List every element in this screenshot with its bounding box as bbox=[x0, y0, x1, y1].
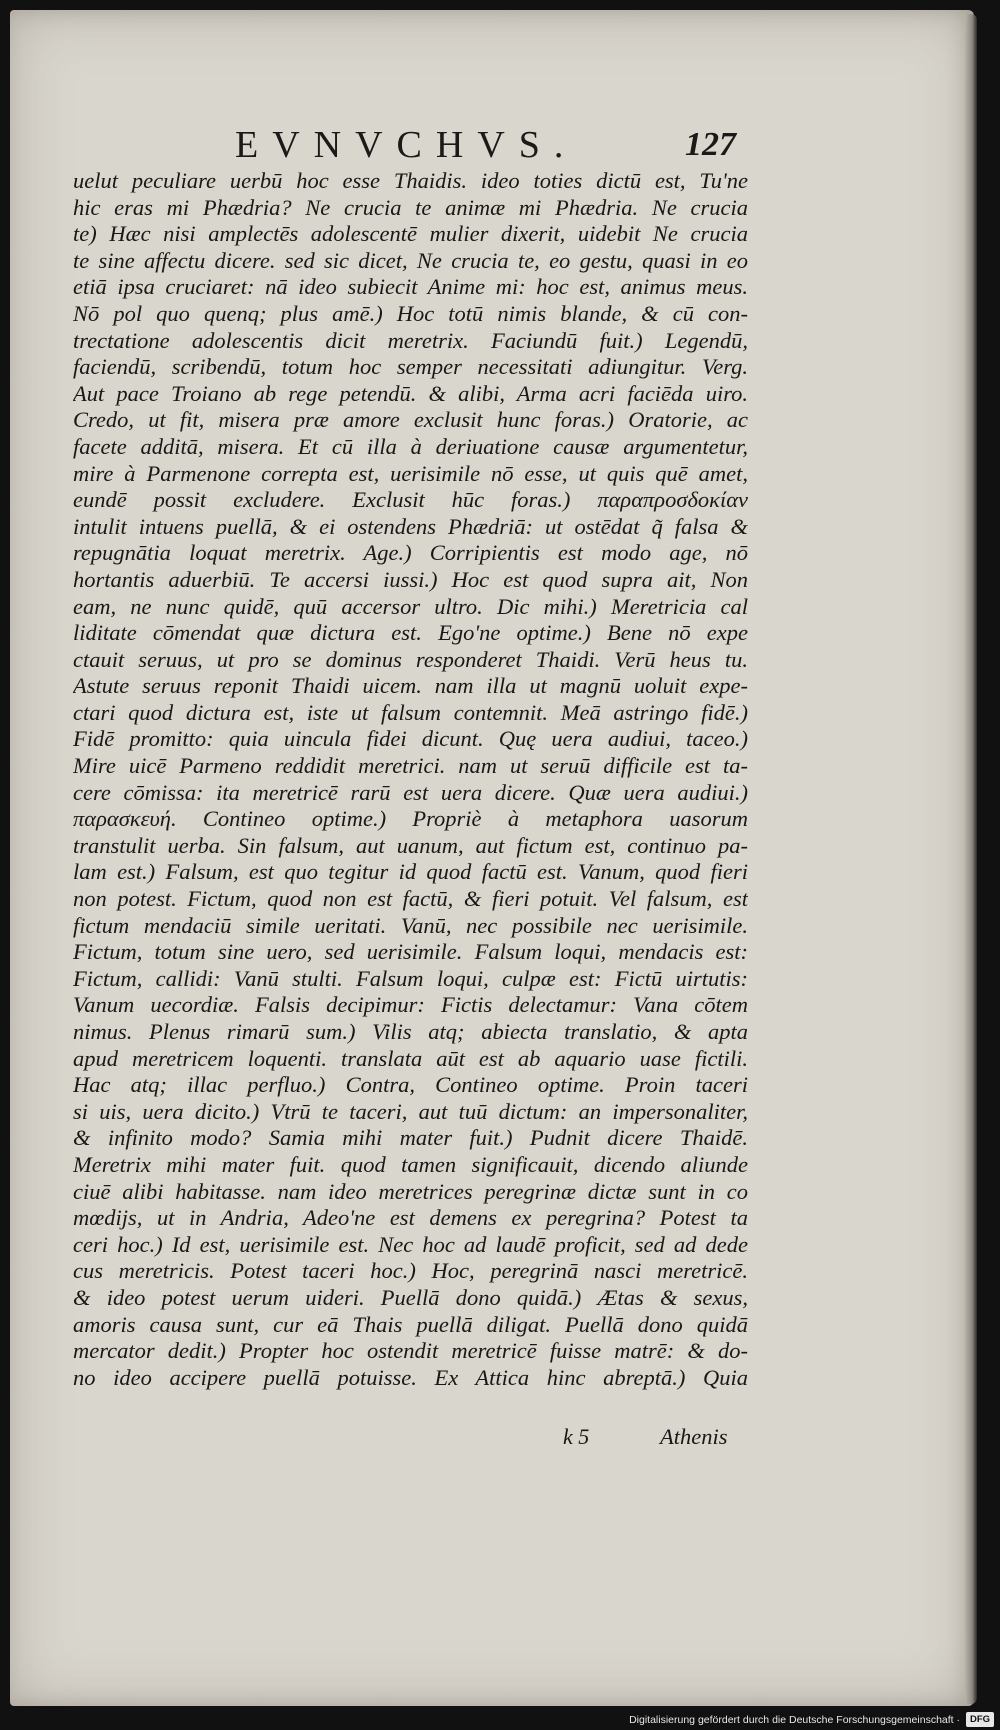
credit-bar bbox=[0, 1710, 1000, 1730]
text-line: cus meretricis. Potest taceri hoc.) Hoc, peregrinā nasci meretricē. bbox=[73, 1258, 748, 1284]
text-line: Nō pol quo quenq; plus amē.) Hoc totū nimis blande, & cū con- bbox=[73, 300, 748, 326]
text-line: & ideo potest uerum uideri. Puellā dono quidā.) Ætas & sexus, bbox=[73, 1284, 748, 1310]
text-line: apud meretricem loquenti. translata aūt est ab aquario uase fictili. bbox=[73, 1045, 748, 1071]
text-line: intulit intuens puellā, & ei ostendens Phædriā: ut ostēdat q̃ falsa & bbox=[73, 513, 748, 539]
dfg-logo: DFG bbox=[966, 1712, 994, 1727]
text-line: & infinito modo? Samia mihi mater fuit.) Pudnit dicere Thaidē. bbox=[73, 1125, 748, 1151]
book-page bbox=[10, 10, 974, 1706]
text-line: hortantis aduerbiū. Te accersi iussi.) Hoc est quod supra ait, Non bbox=[73, 566, 748, 592]
text-line: ctari quod dictura est, iste ut falsum contemnit. Meā astringo fidē.) bbox=[73, 699, 748, 725]
text-line: ciuē alibi habitasse. nam ideo meretrices peregrinæ dictæ sunt in co bbox=[73, 1178, 748, 1204]
text-line: uelut peculiare uerbū hoc esse Thaidis. ideo toties dictū est, Tu'ne bbox=[73, 168, 748, 193]
text-line: Fictum, totum sine uero, sed uerisimile. Falsum loqui, mendacis est: bbox=[73, 939, 748, 965]
catchword: Athenis bbox=[660, 1424, 728, 1449]
text-line: mire à Parmenone correpta est, uerisimile nō esse, ut quis quē amet, bbox=[73, 460, 748, 486]
text-line: trectatione adolescentis dicit meretrix. Faciundū fuit.) Legendū, bbox=[73, 327, 748, 353]
text-line: ceri hoc.) Id est, uerisimile est. Nec hoc ad laudē proficit, sed ad dede bbox=[73, 1231, 748, 1257]
text-line: cere cōmissa: ita meretricē rarū est uera dicere. Quæ uera audiui.) bbox=[73, 779, 748, 805]
text-line: si uis, uera dicito.) Vtrū te taceri, aut tuū dictum: an impersonaliter, bbox=[73, 1098, 748, 1124]
text-line: no ideo accipere puellā potuisse. Ex Attica hinc abreptā.) Quia bbox=[73, 1364, 748, 1390]
text-line: Aut pace Troiano ab rege petendū. & alibi, Arma acri faciēda uiro. bbox=[73, 380, 748, 406]
text-line: repugnātia loquat meretrix. Age.) Corripientis est modo age, nō bbox=[73, 540, 748, 566]
text-line: Fidē promitto: quia uincula fidei dicunt. Quę uera audiui, taceo.) bbox=[73, 726, 748, 752]
page-edge bbox=[965, 14, 977, 1704]
text-line: mœdijs, ut in Andria, Adeo'ne est demens ex peregrina? Potest ta bbox=[73, 1205, 748, 1231]
running-title: EVNVCHVS. bbox=[235, 124, 578, 166]
text-line: eam, ne nunc quidē, quū accersor ultro. Dic mihi.) Meretricia cal bbox=[73, 593, 748, 619]
text-line: ctauit seruus, ut pro se dominus responderet Thaidi. Verū heus tu. bbox=[73, 646, 748, 672]
text-line: Hac atq; illac perfluo.) Contra, Contineo optime. Proin taceri bbox=[73, 1072, 748, 1098]
text-line: liditate cōmendat quæ dictura est. Ego'ne optime.) Bene nō expe bbox=[73, 620, 748, 646]
text-line: etiā ipsa cruciaret: nā ideo subiecit Anime mi: hoc est, animus meus. bbox=[73, 274, 748, 300]
page-number: 127 bbox=[685, 126, 736, 163]
text-line: eundē possit excludere. Exclusit hūc foras.) παραπροσδοκίαν bbox=[73, 487, 748, 513]
text-line: mercator dedit.) Propter hoc ostendit meretricē fuisse matrē: & do- bbox=[73, 1338, 748, 1364]
page-footer bbox=[10, 1422, 974, 1452]
text-line: Meretrix mihi mater fuit. quod tamen significauit, dicendo aliunde bbox=[73, 1151, 748, 1177]
text-line: faciendū, scribendū, totum hoc semper necessitati adiungitur. Verg. bbox=[73, 354, 748, 380]
text-line: lam est.) Falsum, est quo tegitur id quod factū est. Vanum, quod fieri bbox=[73, 859, 748, 885]
text-line: Credo, ut fit, misera præ amore exclusit hunc foras.) Oratorie, ac bbox=[73, 407, 748, 433]
text-line: te) Hæc nisi amplectēs adolescentē mulier dixerit, uidebit Ne crucia bbox=[73, 221, 748, 247]
text-line: amoris causa sunt, cur eā Thais puellā diligat. Puellā dono quidā bbox=[73, 1311, 748, 1337]
text-line: Mire uicē Parmeno reddidit meretrici. nam ut seruū difficile est ta- bbox=[73, 753, 748, 779]
text-line: παρασκευή. Contineo optime.) Propriè à metaphora uasorum bbox=[73, 806, 748, 832]
text-line: hic eras mi Phædria? Ne crucia te animæ mi Phædria. Ne crucia bbox=[73, 194, 748, 220]
text-line: non potest. Fictum, quod non est factū, & fieri potuit. Vel falsum, est bbox=[73, 886, 748, 912]
text-line: facete additā, misera. Et cū illa à deriuatione causæ argumentetur, bbox=[73, 433, 748, 459]
text-line: Astute seruus reponit Thaidi uicem. nam illa ut magnū uoluit expe- bbox=[73, 673, 748, 699]
credit-text: Digitalisierung gefördert durch die Deutsche Forschungsgemeinschaft · bbox=[629, 1714, 960, 1726]
text-line: Fictum, callidi: Vanū stulti. Falsum loqui, culpæ est: Fictū uirtutis: bbox=[73, 965, 748, 991]
text-line: Vanum uecordiæ. Falsis decipimur: Fictis delectamur: Vana cōtem bbox=[73, 992, 748, 1018]
text-line: te sine affectu dicere. sed sic dicet, Ne crucia te, eo gestu, quasi in eo bbox=[73, 247, 748, 273]
signature-mark: k 5 bbox=[563, 1424, 590, 1449]
text-line: nimus. Plenus rimarū sum.) Vilis atq; abiecta translatio, & apta bbox=[73, 1019, 748, 1044]
commentary-text bbox=[73, 168, 748, 1391]
running-head bbox=[10, 122, 974, 168]
text-line: fictum mendaciū simile ueritati. Vanū, nec possibile nec uerisimile. bbox=[73, 912, 748, 938]
text-line: transtulit uerba. Sin falsum, aut uanum, aut fictum est, continuo pa- bbox=[73, 832, 748, 858]
